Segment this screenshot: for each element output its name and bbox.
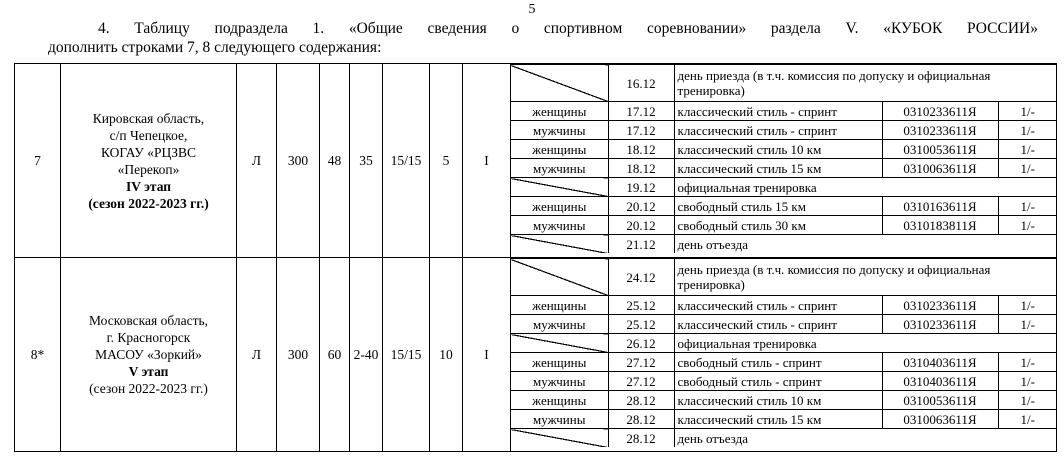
schedule-row bbox=[511, 197, 1057, 216]
date-cell: 18.12 bbox=[608, 159, 674, 178]
date-cell: 21.12 bbox=[608, 235, 674, 254]
table-cell: 15/15 bbox=[383, 64, 430, 258]
share-cell: 1/- bbox=[998, 353, 1057, 372]
event-cell: классический стиль 10 км bbox=[674, 140, 882, 159]
share-cell: 1/- bbox=[998, 102, 1057, 121]
date-cell: 24.12 bbox=[608, 259, 674, 296]
competition-table bbox=[14, 63, 1057, 452]
date-cell: 19.12 bbox=[608, 178, 674, 197]
date-cell: 26.12 bbox=[608, 334, 674, 353]
event-cell: день приезда (в т.ч. комиссия по допуску и официальная тренировка) bbox=[674, 259, 1057, 296]
venue-cell bbox=[61, 64, 237, 258]
date-cell: 18.12 bbox=[608, 140, 674, 159]
row-number: 7 bbox=[15, 64, 61, 258]
stage-label: IV этап bbox=[125, 178, 172, 194]
schedule-row bbox=[511, 259, 1057, 296]
code-cell: 0310403611Я bbox=[882, 372, 998, 391]
share-cell: 1/- bbox=[998, 121, 1057, 140]
venue-line: г. Красногорск bbox=[106, 330, 191, 345]
stage-label: V этап bbox=[128, 364, 169, 379]
schedule-row bbox=[511, 353, 1057, 372]
event-cell: свободный стиль 15 км bbox=[674, 197, 882, 216]
code-cell: 0310063611Я bbox=[882, 159, 998, 178]
schedule-row bbox=[511, 429, 1057, 448]
event-cell: классический стиль 10 км bbox=[674, 391, 882, 410]
gender-cell: мужчины bbox=[511, 410, 608, 429]
gender-cell: мужчины bbox=[511, 372, 608, 391]
venue-line: с/п Чепецкое, bbox=[109, 127, 188, 143]
amendment-paragraph bbox=[48, 19, 1038, 57]
empty-gender-cell bbox=[511, 65, 608, 102]
table-cell: 5 bbox=[430, 64, 463, 258]
event-cell: официальная тренировка bbox=[674, 178, 1057, 197]
date-cell: 25.12 bbox=[608, 296, 674, 315]
paragraph-line-2: дополнить строками 7, 8 следующего содержания: bbox=[48, 39, 382, 56]
code-cell: 0310233611Я bbox=[882, 296, 998, 315]
code-cell: 0310403611Я bbox=[882, 353, 998, 372]
empty-gender-cell bbox=[511, 235, 608, 254]
event-cell: классический стиль - спринт bbox=[674, 102, 882, 121]
schedule-row bbox=[511, 121, 1057, 140]
event-cell: официальная тренировка bbox=[674, 334, 1057, 353]
table-cell: Л bbox=[237, 64, 277, 258]
event-cell: свободный стиль 30 км bbox=[674, 216, 882, 235]
schedule-row bbox=[511, 296, 1057, 315]
table-cell: I bbox=[463, 64, 511, 258]
venue-cell bbox=[61, 258, 237, 452]
date-cell: 25.12 bbox=[608, 315, 674, 334]
gender-cell: мужчины bbox=[511, 159, 608, 178]
event-cell: классический стиль 15 км bbox=[674, 410, 882, 429]
event-cell: свободный стиль - спринт bbox=[674, 372, 882, 391]
date-cell: 28.12 bbox=[608, 410, 674, 429]
code-cell: 0310233611Я bbox=[882, 315, 998, 334]
table-cell: 60 bbox=[320, 258, 350, 452]
schedule-row bbox=[511, 235, 1057, 254]
schedule-row bbox=[511, 391, 1057, 410]
table-row bbox=[15, 64, 1057, 258]
share-cell: 1/- bbox=[998, 216, 1057, 235]
code-cell: 0310063611Я bbox=[882, 410, 998, 429]
schedule-row bbox=[511, 178, 1057, 197]
share-cell: 1/- bbox=[998, 296, 1057, 315]
date-cell: 20.12 bbox=[608, 216, 674, 235]
schedule-row bbox=[511, 410, 1057, 429]
table-cell: 2-40 bbox=[350, 258, 383, 452]
row-number: 8* bbox=[15, 258, 61, 452]
schedule-row bbox=[511, 216, 1057, 235]
event-cell: классический стиль - спринт bbox=[674, 315, 882, 334]
event-cell: день отъезда bbox=[674, 429, 1057, 448]
gender-cell: мужчины bbox=[511, 121, 608, 140]
code-cell: 0310233611Я bbox=[882, 121, 998, 140]
table-cell: 300 bbox=[277, 64, 320, 258]
share-cell: 1/- bbox=[998, 315, 1057, 334]
empty-gender-cell bbox=[511, 429, 608, 448]
schedule-table bbox=[511, 64, 1057, 253]
code-cell: 0310183811Я bbox=[882, 216, 998, 235]
gender-cell: мужчины bbox=[511, 216, 608, 235]
date-cell: 28.12 bbox=[608, 429, 674, 448]
code-cell: 0310053611Я bbox=[882, 391, 998, 410]
share-cell: 1/- bbox=[998, 197, 1057, 216]
schedule-row bbox=[511, 140, 1057, 159]
gender-cell: женщины bbox=[511, 296, 608, 315]
code-cell: 0310163611Я bbox=[882, 197, 998, 216]
empty-gender-cell bbox=[511, 334, 608, 353]
table-cell: 300 bbox=[277, 258, 320, 452]
share-cell: 1/- bbox=[998, 159, 1057, 178]
empty-gender-cell bbox=[511, 178, 608, 197]
season-label: (сезон 2022-2023 гг.) bbox=[89, 381, 208, 396]
date-cell: 16.12 bbox=[608, 65, 674, 102]
code-cell: 0310233611Я bbox=[882, 102, 998, 121]
page-number: 5 bbox=[528, 2, 536, 17]
code-cell: 0310053611Я bbox=[882, 140, 998, 159]
event-cell: день приезда (в т.ч. комиссия по допуску и официальная тренировка) bbox=[674, 65, 1057, 102]
schedule-row bbox=[511, 315, 1057, 334]
gender-cell: женщины bbox=[511, 197, 608, 216]
date-cell: 20.12 bbox=[608, 197, 674, 216]
schedule-table bbox=[511, 258, 1057, 447]
event-cell: классический стиль 15 км bbox=[674, 159, 882, 178]
schedule-cell bbox=[511, 64, 1057, 258]
gender-cell: женщины bbox=[511, 102, 608, 121]
date-cell: 17.12 bbox=[608, 102, 674, 121]
date-cell: 27.12 bbox=[608, 372, 674, 391]
venue-line: Московская область, bbox=[88, 313, 209, 328]
share-cell: 1/- bbox=[998, 391, 1057, 410]
table-cell: 15/15 bbox=[383, 258, 430, 452]
empty-gender-cell bbox=[511, 259, 608, 296]
table-cell: 35 bbox=[350, 64, 383, 258]
share-cell: 1/- bbox=[998, 372, 1057, 391]
schedule-row bbox=[511, 334, 1057, 353]
table-cell: 48 bbox=[320, 64, 350, 258]
venue-line: МАСОУ «Зоркий» bbox=[95, 347, 202, 362]
table-cell: 10 bbox=[430, 258, 463, 452]
gender-cell: женщины bbox=[511, 140, 608, 159]
schedule-row bbox=[511, 159, 1057, 178]
event-cell: классический стиль - спринт bbox=[674, 296, 882, 315]
paragraph-line-1: 4. Таблицу подраздела 1. «Общие сведения о спортивном соревновании» раздела V. «КУБОК РОССИИ» bbox=[98, 20, 1038, 37]
venue-line: Кировская область, bbox=[92, 110, 205, 126]
share-cell: 1/- bbox=[998, 410, 1057, 429]
date-cell: 17.12 bbox=[608, 121, 674, 140]
schedule-cell bbox=[511, 258, 1057, 452]
schedule-row bbox=[511, 102, 1057, 121]
season-label: (сезон 2022-2023 гг.) bbox=[88, 195, 209, 211]
table-cell: I bbox=[463, 258, 511, 452]
share-cell: 1/- bbox=[998, 140, 1057, 159]
gender-cell: мужчины bbox=[511, 315, 608, 334]
gender-cell: женщины bbox=[511, 353, 608, 372]
gender-cell: женщины bbox=[511, 391, 608, 410]
venue-line: КОГАУ «РЦЗВС bbox=[100, 144, 197, 160]
schedule-row bbox=[511, 65, 1057, 102]
event-cell: свободный стиль - спринт bbox=[674, 353, 882, 372]
schedule-row bbox=[511, 372, 1057, 391]
event-cell: классический стиль - спринт bbox=[674, 121, 882, 140]
event-cell: день отъезда bbox=[674, 235, 1057, 254]
table-row bbox=[15, 258, 1057, 452]
date-cell: 27.12 bbox=[608, 353, 674, 372]
table-cell: Л bbox=[237, 258, 277, 452]
venue-line: «Перекоп» bbox=[117, 161, 180, 177]
date-cell: 28.12 bbox=[608, 391, 674, 410]
